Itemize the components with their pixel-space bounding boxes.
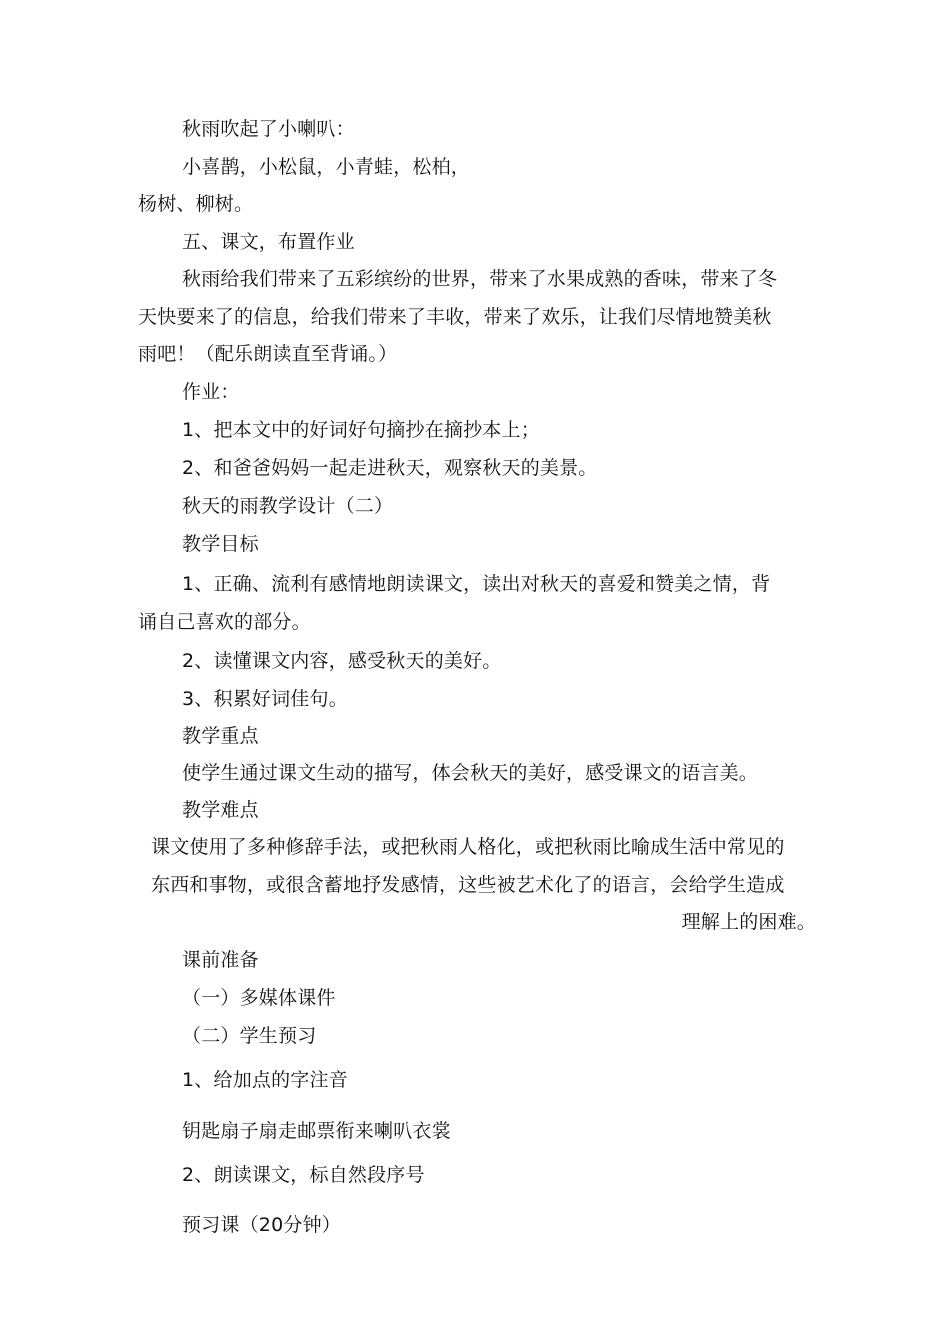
text-line: 预习课（20分钟） bbox=[182, 1214, 341, 1236]
text-line: 雨吧！（配乐朗读直至背诵。） bbox=[138, 343, 398, 365]
text-line: 使学生通过课文生动的描写，体会秋天的美好，感受课文的语言美。 bbox=[182, 762, 759, 784]
text-line: 理解上的困难。 bbox=[681, 911, 816, 933]
list-item: 1、把本文中的好词好句摘抄在摘抄本上； bbox=[182, 419, 540, 441]
text-line: 小喜鹊，小松鼠，小青蛙，松柏， bbox=[182, 156, 471, 178]
text-line: 课文使用了多种修辞手法，或把秋雨人格化，或把秋雨比喻成生活中常见的 bbox=[151, 836, 785, 858]
text-line: 秋雨吹起了小喇叭： bbox=[182, 118, 355, 140]
section-heading: 教学目标 bbox=[182, 533, 259, 555]
text-line: 钥匙扇子扇走邮票衔来喇叭衣裳 bbox=[182, 1120, 451, 1142]
section-heading: 教学难点 bbox=[182, 799, 259, 821]
list-item: 2、朗读课文，标自然段序号 bbox=[182, 1164, 425, 1186]
list-item: 2、和爸爸妈妈一起走进秋天，观察秋天的美景。 bbox=[182, 457, 598, 479]
list-item: （二）学生预习 bbox=[182, 1025, 317, 1047]
text-line: 东西和事物，或很含蓄地抒发感情，这些被艺术化了的语言，会给学生造成 bbox=[151, 874, 785, 896]
list-item: （一）多媒体课件 bbox=[182, 987, 336, 1009]
section-heading: 作业： bbox=[182, 381, 240, 403]
list-item: 1、正确、流利有感情地朗读课文，读出对秋天的喜爱和赞美之情，背 bbox=[182, 573, 771, 595]
list-item: 2、读懂课文内容，感受秋天的美好。 bbox=[182, 650, 502, 672]
section-heading: 五、课文，布置作业 bbox=[182, 231, 355, 253]
section-heading: 教学重点 bbox=[182, 725, 259, 747]
document-title: 秋天的雨教学设计（二） bbox=[182, 495, 394, 517]
text-line: 天快要来了的信息，给我们带来了丰收，带来了欢乐，让我们尽情地赞美秋 bbox=[138, 306, 772, 328]
text-line: 杨树、柳树。 bbox=[138, 193, 254, 215]
text-line: 诵自己喜欢的部分。 bbox=[138, 611, 311, 633]
list-item: 1、给加点的字注音 bbox=[182, 1069, 348, 1091]
text-line: 秋雨给我们带来了五彩缤纷的世界，带来了水果成熟的香味，带来了冬 bbox=[182, 268, 778, 290]
list-item: 3、积累好词佳句。 bbox=[182, 688, 348, 710]
section-heading: 课前准备 bbox=[182, 949, 259, 971]
